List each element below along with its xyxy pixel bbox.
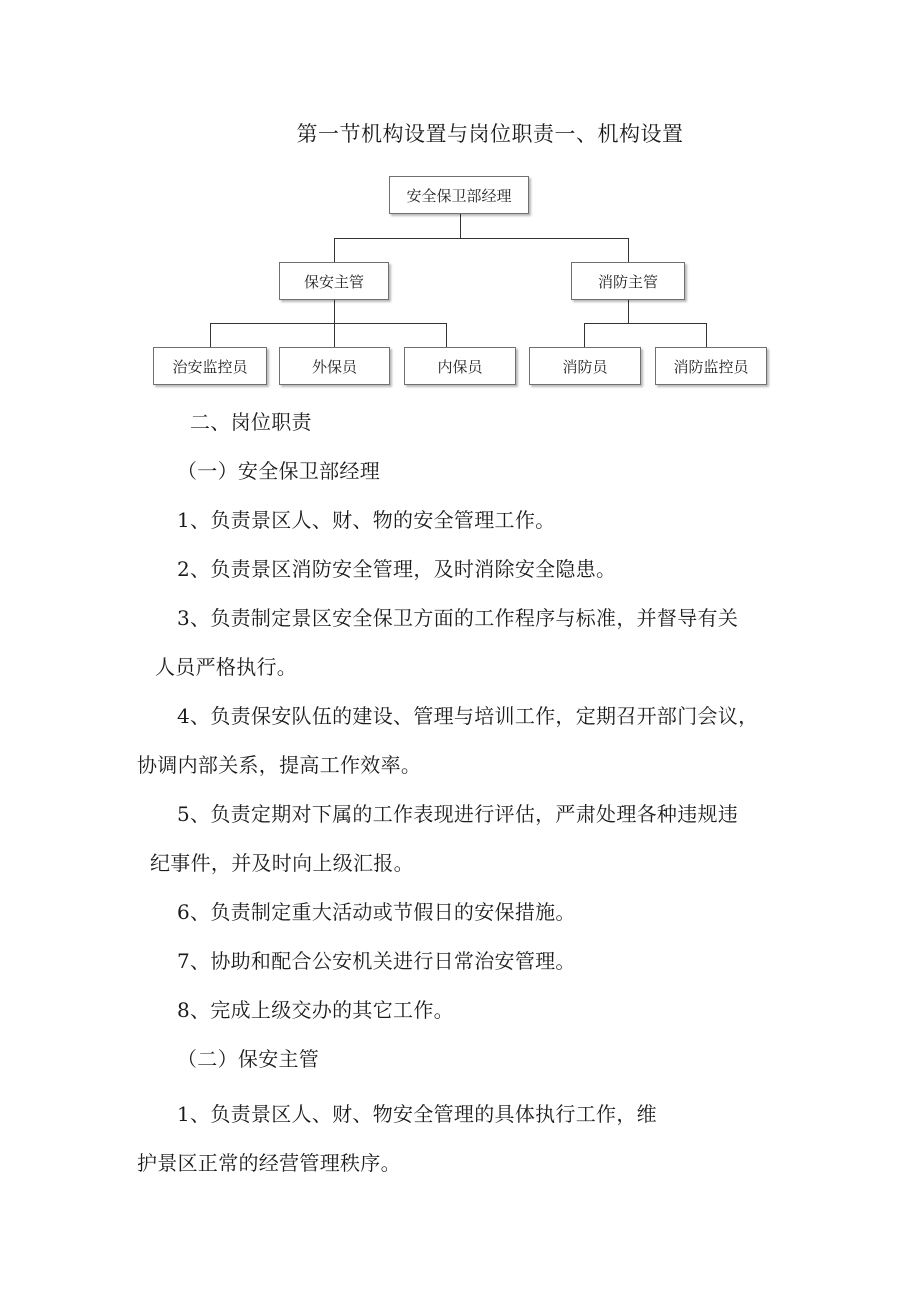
paragraph-continuation: 人员严格执行。 — [155, 655, 298, 679]
connector — [584, 323, 706, 324]
connector — [334, 300, 335, 324]
subsection-heading: （一）安全保卫部经理 — [177, 459, 380, 483]
org-node-fire-supervisor: 消防主管 — [571, 262, 685, 300]
org-node-monitor-officer: 治安监控员 — [153, 347, 267, 385]
subsection-heading: （二）保安主管 — [177, 1047, 320, 1071]
org-node-internal-guard: 内保员 — [404, 347, 516, 385]
connector — [628, 238, 629, 262]
org-node-firefighter: 消防员 — [529, 347, 641, 385]
connector — [460, 214, 461, 239]
connector — [584, 323, 585, 347]
paragraph: 2、负责景区消防安全管理，及时消除安全隐患。 — [177, 557, 617, 581]
paragraph: 5、负责定期对下属的工作表现进行评估，严肃处理各种违规违 — [177, 802, 739, 826]
connector — [210, 323, 446, 324]
paragraph-continuation: 护景区正常的经营管理秩序。 — [137, 1151, 401, 1175]
paragraph: 7、协助和配合公安机关进行日常治安管理。 — [177, 949, 576, 973]
org-node-security-supervisor: 保安主管 — [279, 262, 389, 300]
connector — [628, 300, 629, 324]
connector — [446, 323, 447, 347]
connector — [334, 238, 628, 239]
paragraph: 6、负责制定重大活动或节假日的安保措施。 — [177, 900, 576, 924]
paragraph: 1、负责景区人、财、物的安全管理工作。 — [177, 508, 556, 532]
connector — [334, 323, 335, 347]
connector — [210, 323, 211, 347]
connector — [334, 238, 335, 262]
org-node-root: 安全保卫部经理 — [389, 176, 529, 214]
paragraph-continuation: 纪事件，并及时向上级汇报。 — [150, 851, 414, 875]
section-heading: 二、岗位职责 — [190, 410, 312, 434]
org-node-external-guard: 外保员 — [279, 347, 390, 385]
page-title: 第一节机构设置与岗位职责一、机构设置 — [296, 122, 684, 146]
paragraph: 3、负责制定景区安全保卫方面的工作程序与标准，并督导有关 — [177, 606, 739, 630]
org-chart — [0, 0, 920, 400]
paragraph-continuation: 协调内部关系，提高工作效率。 — [137, 753, 422, 777]
connector — [706, 323, 707, 347]
paragraph: 8、完成上级交办的其它工作。 — [177, 998, 454, 1022]
org-node-fire-monitor: 消防监控员 — [655, 347, 767, 385]
paragraph: 1、负责景区人、财、物安全管理的具体执行工作，维 — [177, 1102, 657, 1126]
paragraph: 4、负责保安队伍的建设、管理与培训工作，定期召开部门会议， — [177, 704, 759, 728]
